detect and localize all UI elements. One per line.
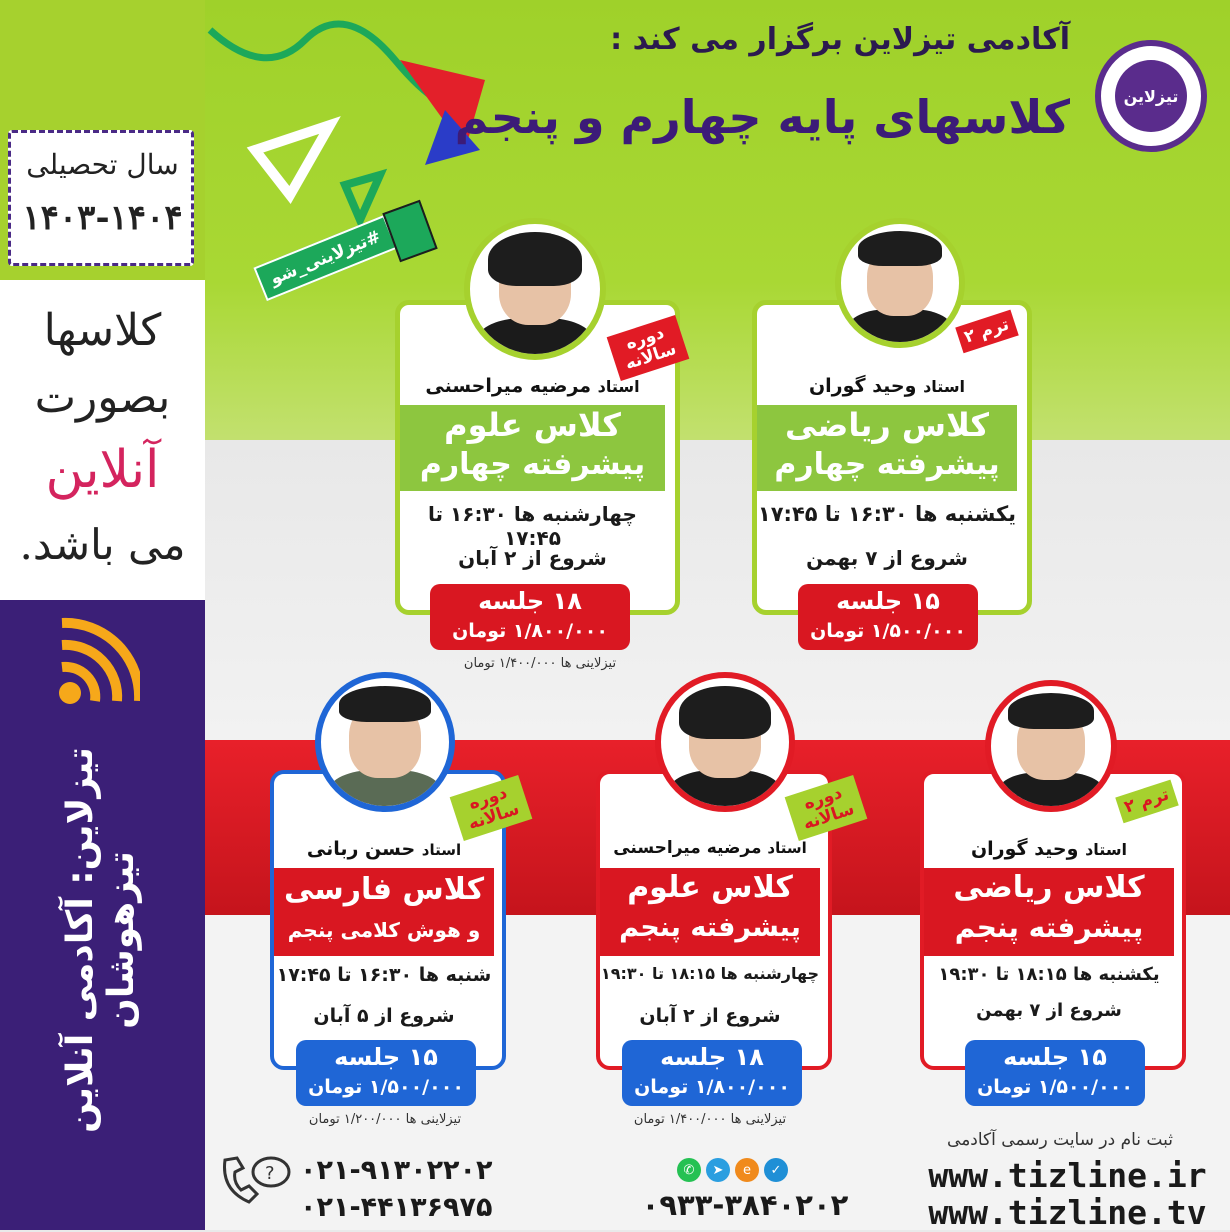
teacher-name: مرضیه میراحسنی bbox=[613, 838, 762, 858]
price: ۱/۸۰۰/۰۰۰ تومان bbox=[452, 620, 608, 642]
teacher-prefix: استاد bbox=[421, 841, 462, 859]
year-label: سال تحصیلی bbox=[26, 148, 179, 181]
price-box bbox=[430, 584, 630, 650]
class-title-band bbox=[924, 868, 1174, 956]
online-line3: آنلاین bbox=[45, 440, 160, 500]
price: ۱/۵۰۰/۰۰۰ تومان bbox=[977, 1076, 1133, 1098]
teacher-photo bbox=[985, 680, 1117, 812]
teacher-name: وحید گوران bbox=[970, 838, 1079, 860]
session-count: ۱۵ جلسه bbox=[836, 587, 940, 615]
session-count: ۱۵ جلسه bbox=[1003, 1043, 1107, 1071]
class-subtitle: پیشرفته چهارم bbox=[774, 447, 1000, 482]
website-link-tv[interactable]: www.tizline.tv bbox=[928, 1193, 1207, 1232]
teacher-prefix: استاد bbox=[1085, 840, 1128, 859]
teacher-prefix: استاد bbox=[597, 377, 640, 396]
class-subtitle: پیشرفته پنجم bbox=[619, 912, 801, 943]
class-schedule: چهارشنبه ها ۱۶:۳۰ تا ۱۷:۴۵ bbox=[428, 502, 637, 550]
class-schedule: شنبه ها ۱۶:۳۰ تا ۱۷:۴۵ bbox=[276, 964, 492, 986]
annual-badge: دوره سالانه bbox=[450, 775, 533, 841]
year-value: ۱۴۰۳-۱۴۰۴ bbox=[22, 198, 183, 238]
price-box bbox=[798, 584, 978, 650]
session-count: ۱۵ جلسه bbox=[334, 1043, 438, 1071]
website-link-ir[interactable]: www.tizline.ir bbox=[928, 1156, 1207, 1195]
class-title: کلاس علوم bbox=[444, 406, 621, 444]
online-line1: کلاسها bbox=[43, 305, 162, 356]
term-badge: ترم ۲ bbox=[1115, 780, 1178, 824]
class-start-date: شروع از ۲ آبان bbox=[458, 546, 607, 570]
class-title: کلاس ریاضی bbox=[785, 406, 989, 444]
online-line2: بصورت bbox=[34, 372, 171, 423]
online-line4: می باشد. bbox=[19, 520, 186, 569]
session-count: ۱۸ جلسه bbox=[660, 1043, 764, 1071]
term-badge: ترم ۲ bbox=[955, 310, 1018, 354]
eitaa-icon[interactable]: e bbox=[735, 1158, 759, 1182]
member-price-note: تیزلاینی ها ۱/۴۰۰/۰۰۰ تومان bbox=[633, 1112, 787, 1127]
class-schedule: یکشنبه ها ۱۶:۳۰ تا ۱۷:۴۵ bbox=[757, 502, 1017, 526]
class-title-band bbox=[757, 405, 1017, 491]
teacher-prefix: استاد bbox=[767, 839, 807, 857]
vertical-tagline: تیزلاین: آکادمی آنلاین تیزهوشان bbox=[60, 747, 142, 1133]
price-box bbox=[622, 1040, 802, 1106]
annual-badge: دوره سالانه bbox=[607, 315, 690, 381]
member-price-note: تیزلاینی ها ۱/۴۰۰/۰۰۰ تومان bbox=[463, 656, 617, 671]
telegram-icon[interactable]: ➤ bbox=[706, 1158, 730, 1182]
teacher-photo bbox=[315, 672, 455, 812]
phone-number-1[interactable]: ۰۲۱-۹۱۳۰۲۲۰۲ bbox=[300, 1155, 493, 1186]
class-start-date: شروع از ۷ بهمن bbox=[806, 546, 968, 570]
class-subtitle: پیشرفته چهارم bbox=[419, 447, 646, 482]
teacher-photo bbox=[655, 672, 795, 812]
class-subtitle: و هوش کلامی پنجم bbox=[287, 918, 481, 942]
header-title: کلاسهای پایه چهارم و پنجم bbox=[454, 90, 1070, 144]
hashtag-badge: #تیزلاینی_شو bbox=[253, 215, 397, 301]
teacher-prefix: استاد bbox=[923, 377, 966, 396]
mobile-number[interactable]: ۰۹۳۳-۳۸۴۰۲۰۲ bbox=[641, 1188, 849, 1222]
teacher-photo bbox=[835, 218, 965, 348]
phone-number-2[interactable]: ۰۲۱-۴۴۱۳۶۹۷۵ bbox=[300, 1192, 493, 1223]
class-start-date: شروع از ۷ بهمن bbox=[976, 1000, 1122, 1021]
register-label: ثبت نام در سایت رسمی آکادمی bbox=[947, 1130, 1173, 1150]
price-box bbox=[296, 1040, 476, 1106]
svg-text:?: ? bbox=[265, 1163, 275, 1184]
class-title-band bbox=[400, 405, 665, 491]
price-box bbox=[965, 1040, 1145, 1106]
class-schedule: یکشنبه ها ۱۸:۱۵ تا ۱۹:۳۰ bbox=[938, 964, 1160, 985]
logo-text: تیزلاین bbox=[1115, 60, 1187, 132]
class-schedule: چهارشنبه ها ۱۸:۱۵ تا ۱۹:۳۰ bbox=[600, 964, 820, 983]
whatsapp-icon[interactable]: ✆ bbox=[677, 1158, 701, 1182]
phone-chat-icon bbox=[215, 1150, 295, 1210]
class-start-date: شروع از ۲ آبان bbox=[639, 1005, 781, 1027]
class-start-date: شروع از ۵ آبان bbox=[313, 1005, 455, 1027]
class-subtitle: پیشرفته پنجم bbox=[954, 911, 1144, 944]
class-title: کلاس علوم bbox=[627, 870, 793, 905]
class-title: کلاس ریاضی bbox=[953, 870, 1145, 905]
header-subtitle: آکادمی تیزلاین برگزار می کند : bbox=[610, 22, 1070, 57]
teacher-name: وحید گوران bbox=[808, 375, 917, 397]
teacher-name: حسن ربانی bbox=[306, 838, 416, 860]
annual-badge: دوره سالانه bbox=[785, 775, 868, 841]
price: ۱/۵۰۰/۰۰۰ تومان bbox=[308, 1076, 464, 1098]
bale-icon[interactable]: ✓ bbox=[764, 1158, 788, 1182]
teacher-photo bbox=[464, 218, 606, 360]
session-count: ۱۸ جلسه bbox=[478, 587, 582, 615]
teacher-name: مرضیه میراحسنی bbox=[425, 375, 592, 397]
price: ۱/۸۰۰/۰۰۰ تومان bbox=[634, 1076, 790, 1098]
class-title-band bbox=[274, 868, 494, 956]
member-price-note: تیزلاینی ها ۱/۲۰۰/۰۰۰ تومان bbox=[308, 1112, 462, 1127]
tizline-logo bbox=[1095, 40, 1207, 152]
class-title-band bbox=[600, 868, 820, 956]
class-title: کلاس فارسی bbox=[283, 872, 485, 907]
price: ۱/۵۰۰/۰۰۰ تومان bbox=[810, 620, 966, 642]
